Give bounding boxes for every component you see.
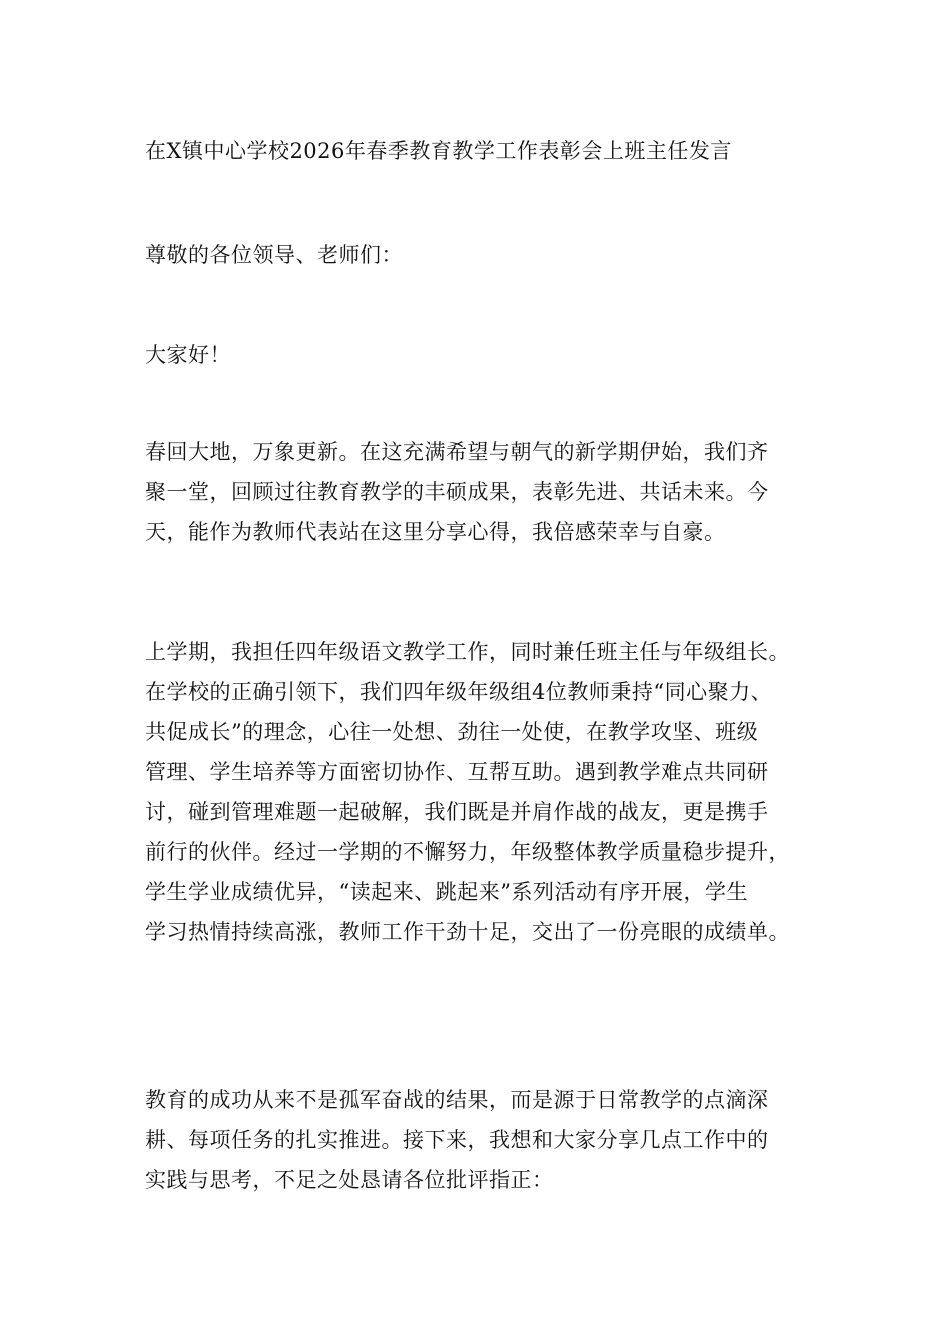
document-title: 在X镇中心学校2026年春季教育教学工作表彰会上班主任发言 (145, 139, 732, 163)
paragraph-line: 上学期，我担任四年级语文教学工作，同时兼任班主任与年级组长。 (145, 640, 790, 664)
paragraph-line: 讨，碰到管理难题一起破解，我们既是并肩作战的战友，更是携手 (145, 800, 769, 824)
paragraph-line: 教育的成功从来不是孤军奋战的结果，而是源于日常教学的点滴深 (145, 1088, 769, 1112)
paragraph-line: 耕、每项任务的扎实推进。接下来，我想和大家分享几点工作中的 (145, 1128, 769, 1152)
paragraph-line: 天，能作为教师代表站在这里分享心得，我倍感荣幸与自豪。 (145, 520, 726, 544)
greeting: 大家好！ (145, 343, 231, 367)
paragraph-line: 学习热情持续高涨，教师工作干劲十足，交出了一份亮眼的成绩单。 (145, 920, 790, 944)
paragraph-line: 聚一堂，回顾过往教育教学的丰硕成果，表彰先进、共话未来。今 (145, 480, 769, 504)
paragraph-opening (145, 432, 833, 552)
paragraph-last-semester (145, 632, 833, 952)
salutation: 尊敬的各位领导、老师们： (145, 243, 403, 267)
paragraph-line: 在学校的正确引领下，我们四年级年级组4位教师秉持“同心聚力、 (145, 680, 773, 704)
paragraph-line: 春回大地，万象更新。在这充满希望与朝气的新学期伊始，我们齐 (145, 440, 769, 464)
paragraph-line: 管理、学生培养等方面密切协作、互帮互助。遇到教学难点共同研 (145, 760, 769, 784)
paragraph-line: 学生学业成绩优异，“读起来、跳起来”系列活动有序开展，学生 (145, 880, 748, 904)
paragraph-line: 实践与思考，不足之处恳请各位批评指正： (145, 1168, 554, 1192)
paragraph-line: 前行的伙伴。经过一学期的不懈努力，年级整体教学质量稳步提升， (145, 840, 790, 864)
paragraph-sharing-intro (145, 1080, 833, 1200)
paragraph-line: 共促成长”的理念，心往一处想、劲往一处使，在教学攻坚、班级 (145, 720, 759, 744)
